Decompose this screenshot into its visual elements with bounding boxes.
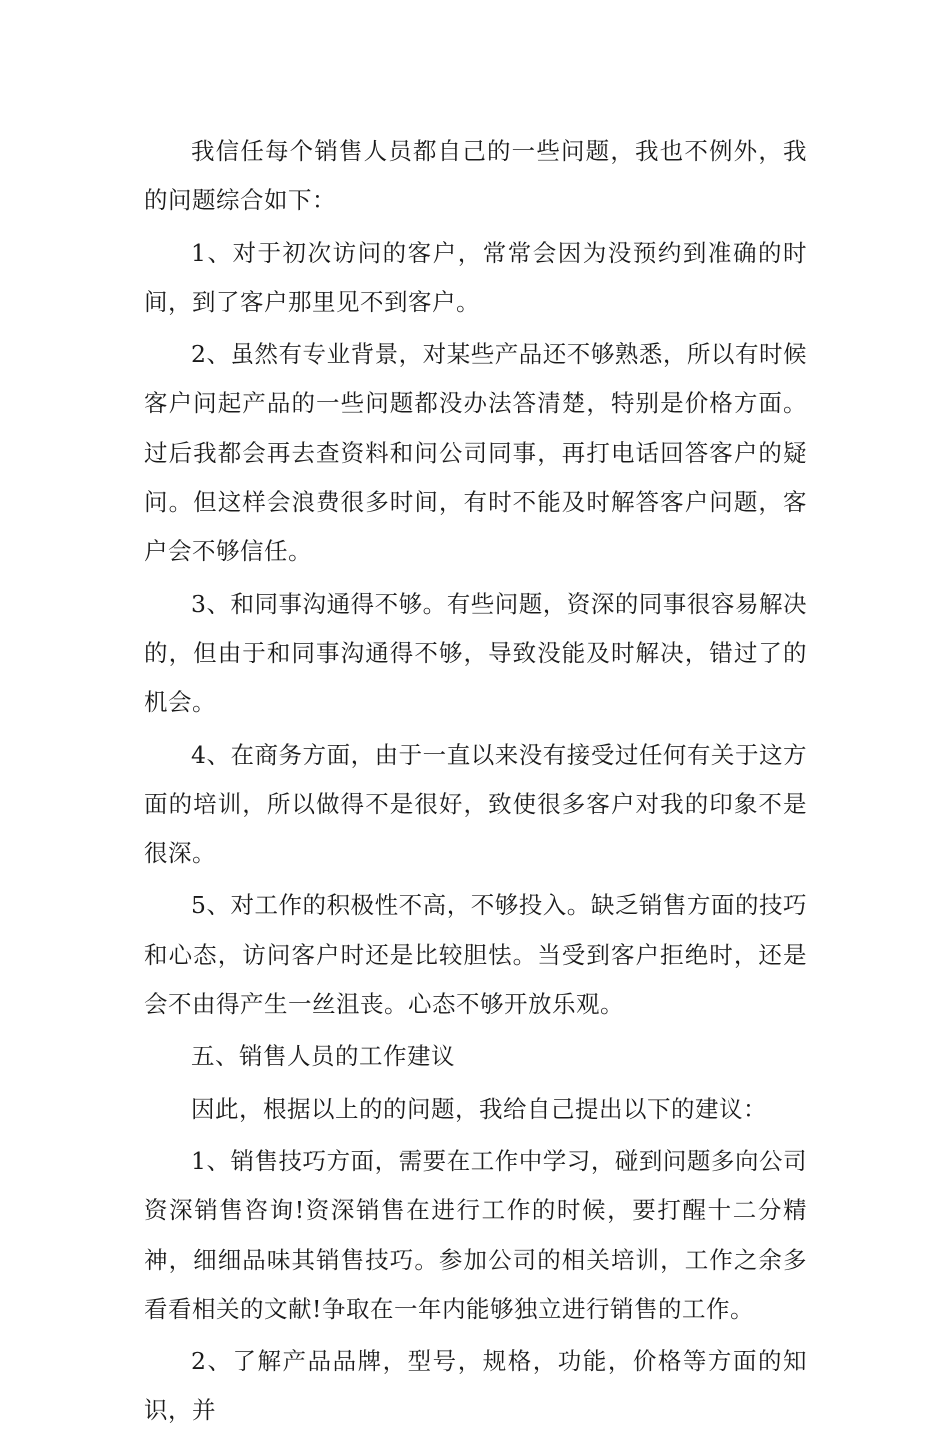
document-body — [144, 127, 807, 1439]
paragraph-suggestion-1: 1、销售技巧方面，需要在工作中学习，碰到问题多向公司资深销售咨询!资深销售在进行工作的时候，要打醒十二分精神，细细品味其销售技巧。参加公司的相关培训，工作之余多看看相关的文献!争取在一年内能够独立进行销售的工作。 — [144, 1146, 807, 1323]
section-heading: 五、销售人员的工作建议 — [191, 1042, 455, 1071]
paragraph-suggestion-2: 2、了解产品品牌，型号，规格，功能，价格等方面的知识，并 — [144, 1347, 807, 1425]
paragraph-problem-5: 5、对工作的积极性不高，不够投入。缺乏销售方面的技巧和心态，访问客户时还是比较胆怯。当受到客户拒绝时，还是会不由得产生一丝沮丧。心态不够开放乐观。 — [144, 891, 807, 1019]
paragraph-intro: 我信任每个销售人员都自己的一些问题，我也不例外，我的问题综合如下： — [144, 137, 807, 215]
paragraph-problem-2: 2、虽然有专业背景，对某些产品还不够熟悉，所以有时候客户问起产品的一些问题都没办法答清楚，特别是价格方面。过后我都会再去查资料和问公司同事，再打电话回答客户的疑问。但这样会浪费很多时间，有时不能及时解答客户问题，客户会不够信任。 — [144, 340, 807, 566]
paragraph-suggestion-intro: 因此，根据以上的的问题，我给自己提出以下的建议： — [191, 1094, 767, 1123]
paragraph-problem-3: 3、和同事沟通得不够。有些问题，资深的同事很容易解决的，但由于和同事沟通得不够，导致没能及时解决，错过了的机会。 — [144, 589, 807, 717]
paragraph-problem-4: 4、在商务方面，由于一直以来没有接受过任何有关于这方面的培训，所以做得不是很好，致使很多客户对我的印象不是很深。 — [144, 740, 807, 868]
paragraph-problem-1: 1、对于初次访问的客户，常常会因为没预约到准确的时间，到了客户那里见不到客户。 — [144, 238, 807, 316]
